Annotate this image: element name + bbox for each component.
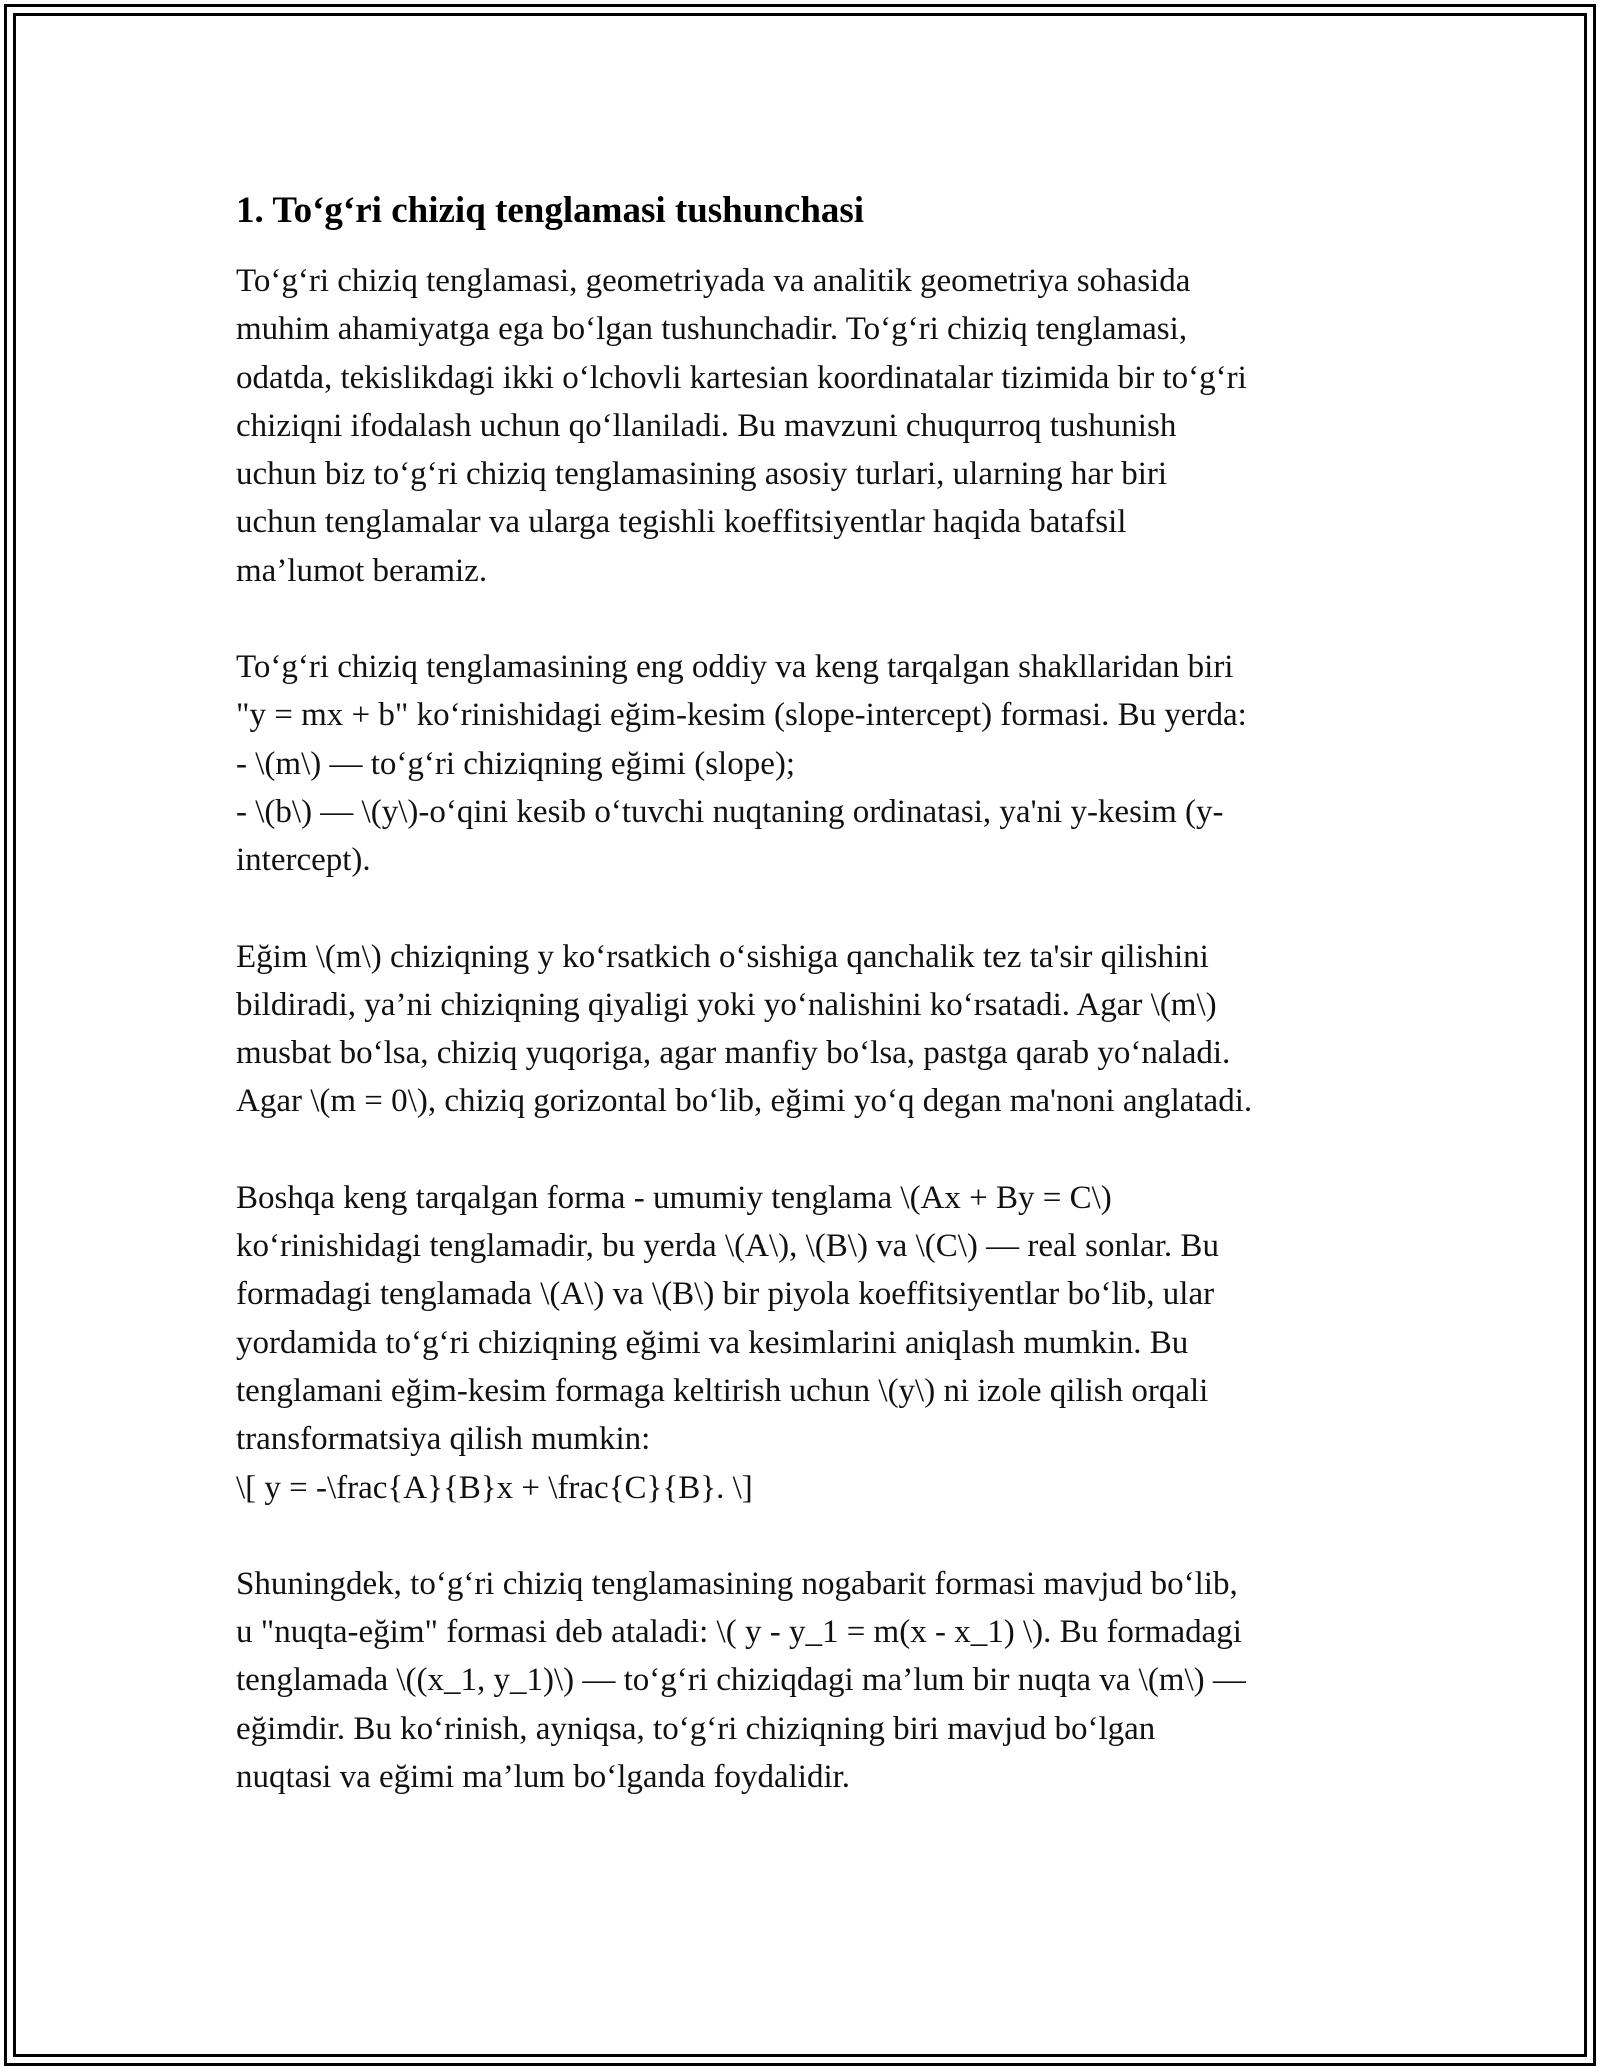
text-line: eğimdir. Bu ko‘rinish, ayniqsa, to‘g‘ri chiziqning biri mavjud bo‘lgan bbox=[236, 1710, 1156, 1747]
text-line: formadagi tenglamada \(A\) va \(B\) bir piyola koeffitsiyentlar bo‘lib, ular bbox=[236, 1276, 1215, 1313]
text-line: ko‘rinishidagi tenglamadir, bu yerda \(A\), \(B\) va \(C\) — real sonlar. Bu bbox=[236, 1228, 1219, 1265]
text-line: muhim ahamiyatga ega bo‘lgan tushunchadir. To‘g‘ri chiziq tenglamasi, bbox=[236, 311, 1188, 348]
formula-line: \[ y = -\frac{A}{B}x + \frac{C}{B}. \] bbox=[236, 1469, 753, 1506]
text-line: bildiradi, ya’ni chiziqning qiyaligi yoki yo‘nalishini ko‘rsatadi. Agar \(m\) bbox=[236, 986, 1217, 1023]
text-line: intercept). bbox=[236, 842, 371, 879]
text-line: "y = mx + b" ko‘rinishidagi eğim-kesim (slope-intercept) formasi. Bu yerda: bbox=[236, 697, 1247, 734]
text-line: yordamida to‘g‘ri chiziqning eğimi va kesimlarini aniqlash mumkin. Bu bbox=[236, 1324, 1189, 1361]
text-line: musbat bo‘lsa, chiziq yuqoriga, agar manfiy bo‘lsa, pastga qarab yo‘naladi. bbox=[236, 1035, 1231, 1072]
text-line: uchun tenglamalar va ularga tegishli koeffitsiyentlar haqida batafsil bbox=[236, 504, 1127, 541]
paragraph-point-slope bbox=[236, 1560, 1386, 1801]
text-line: tenglamani eğim-kesim formaga keltirish uchun \(y\) ni izole qilish orqali bbox=[236, 1372, 1209, 1409]
text-line: transformatsiya qilish mumkin: bbox=[236, 1421, 651, 1458]
text-line: nuqtasi va eğimi ma’lum bo‘lganda foydalidir. bbox=[236, 1759, 851, 1796]
text-line: uchun biz to‘g‘ri chiziq tenglamasining asosiy turlari, ularning har biri bbox=[236, 456, 1168, 493]
text-line: Agar \(m = 0\), chiziq gorizontal bo‘lib, eğimi yo‘q degan ma'noni anglatadi. bbox=[236, 1083, 1253, 1120]
text-line: chiziqni ifodalash uchun qo‘llaniladi. Bu mavzuni chuqurroq tushunish bbox=[236, 407, 1177, 444]
paragraph-general-form bbox=[236, 1174, 1386, 1512]
text-line: Eğim \(m\) chiziqning y ko‘rsatkich o‘sishiga qanchalik tez ta'sir qilishini bbox=[236, 938, 1209, 975]
paragraph-intro bbox=[236, 257, 1386, 595]
document-body bbox=[236, 187, 1386, 1849]
text-line: Boshqa keng tarqalgan forma - umumiy tenglama \(Ax + By = C\) bbox=[236, 1179, 1112, 1216]
text-line: - \(m\) — to‘g‘ri chiziqning eğimi (slope); bbox=[236, 745, 796, 782]
text-line: odatda, tekislikdagi ikki o‘lchovli kartesian koordinatalar tizimida bir to‘g‘ri bbox=[236, 359, 1247, 396]
text-line: tenglamada \((x_1, y_1)\) — to‘g‘ri chiziqdagi ma’lum bir nuqta va \(m\) — bbox=[236, 1662, 1246, 1699]
text-line: To‘g‘ri chiziq tenglamasi, geometriyada va analitik geometriya sohasida bbox=[236, 263, 1191, 299]
text-line: To‘g‘ri chiziq tenglamasining eng oddiy va keng tarqalgan shakllaridan biri bbox=[236, 649, 1234, 686]
text-line: - \(b\) — \(y\)-o‘qini kesib o‘tuvchi nuqtaning ordinatasi, ya'ni y-kesim (y- bbox=[236, 793, 1224, 830]
paragraph-slope-intercept bbox=[236, 643, 1386, 884]
text-line: u "nuqta-eğim" formasi deb ataladi: \( y - y_1 = m(x - x_1) \). Bu formadagi bbox=[236, 1614, 1242, 1651]
section-title: 1. To‘g‘ri chiziq tenglamasi tushunchasi bbox=[236, 190, 865, 231]
paragraph-slope-meaning bbox=[236, 933, 1386, 1126]
text-line: Shuningdek, to‘g‘ri chiziq tenglamasining nogabarit formasi mavjud bo‘lib, bbox=[236, 1565, 1238, 1602]
text-line: ma’lumot beramiz. bbox=[236, 552, 488, 589]
